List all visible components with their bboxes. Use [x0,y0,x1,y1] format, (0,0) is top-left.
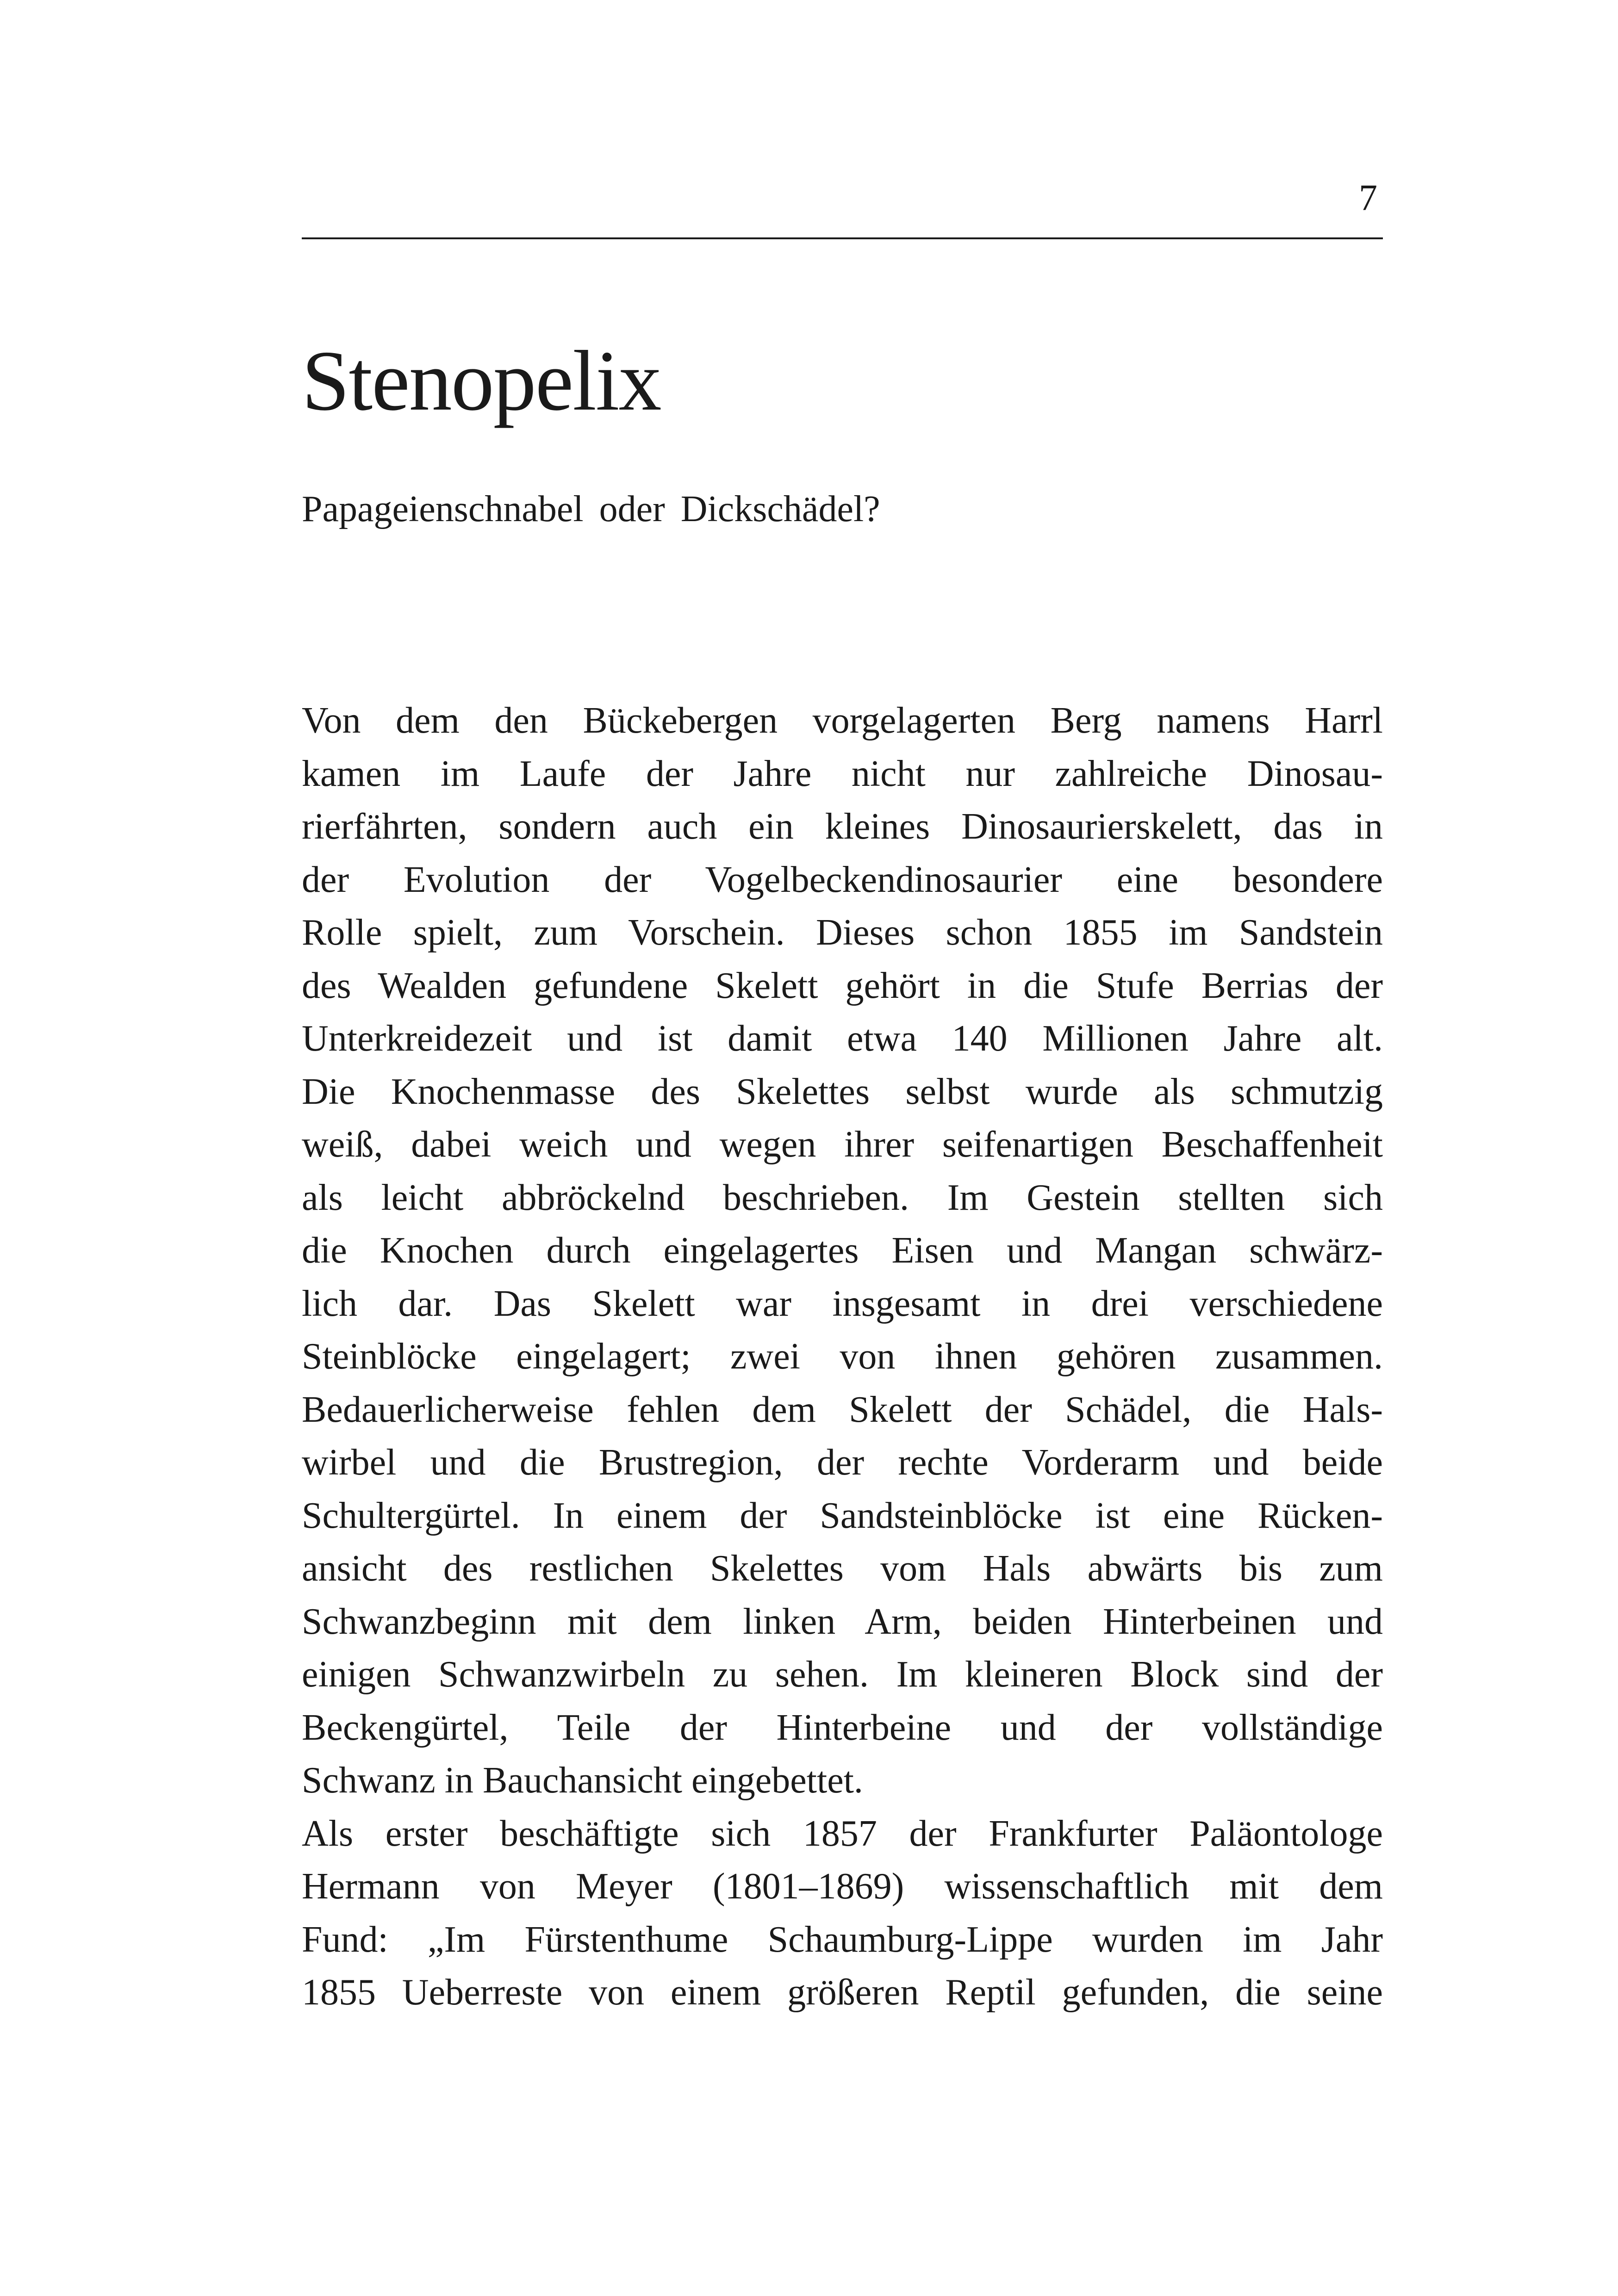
text-line: Schwanzbeginn mit dem linken Arm, beiden Hinterbeinen und [302,1601,1383,1642]
text-line: wirbel und die Brustregion, der rechte Vorderarm und beide [302,1442,1383,1483]
paragraph-1 [302,694,1383,1807]
text-line: des Wealden gefundene Skelett gehört in die Stufe Berrias der [302,965,1383,1006]
text-line: ansicht des restlichen Skelettes vom Hals abwärts bis zum [302,1548,1383,1589]
paragraph-2 [302,1807,1383,2019]
text-line: Unterkreidezeit und ist damit etwa 140 Millionen Jahre alt. [302,1018,1383,1059]
text-line: als leicht abbröckelnd beschrieben. Im Gestein stellten sich [302,1177,1383,1218]
header-rule [302,237,1383,239]
text-line: Als erster beschäftigte sich 1857 der Frankfurter Paläontologe [302,1813,1383,1854]
text-line: Schultergürtel. In einem der Sandsteinblöcke ist eine Rücken- [302,1495,1383,1536]
text-line: Von dem den Bückebergen vorgelagerten Berg namens Harrl [302,700,1383,741]
text-line: Die Knochenmasse des Skelettes selbst wurde als schmutzig [302,1071,1383,1112]
text-line: kamen im Laufe der Jahre nicht nur zahlreiche Dinosau- [302,753,1383,794]
text-line: 1855 Ueberreste von einem größeren Reptil gefunden, die seine [302,1972,1383,2013]
text-line: Fund: „Im Fürstenthume Schaumburg-Lippe wurden im Jahr [302,1919,1383,1960]
body-text [302,694,1383,2019]
text-line: der Evolution der Vogelbeckendinosaurier eine besondere [302,859,1383,900]
chapter-subtitle: Papageienschnabel oder Dickschädel? [302,489,880,529]
chapter-title: Stenopelix [302,333,661,429]
text-line: weiß, dabei weich und wegen ihrer seifenartigen Beschaffenheit [302,1124,1383,1165]
text-line: Beckengürtel, Teile der Hinterbeine und der vollständige [302,1707,1383,1748]
text-line: Steinblöcke eingelagert; zwei von ihnen gehören zusammen. [302,1336,1383,1377]
text-line: Bedauerlicherweise fehlen dem Skelett der Schädel, die Hals- [302,1389,1383,1430]
text-line: Rolle spielt, zum Vorschein. Dieses schon 1855 im Sandstein [302,912,1383,953]
page-number: 7 [1359,178,1377,218]
text-line: die Knochen durch eingelagertes Eisen und Mangan schwärz- [302,1230,1383,1271]
text-line: Hermann von Meyer (1801–1869) wissenschaftlich mit dem [302,1866,1383,1907]
text-line: rierfährten, sondern auch ein kleines Dinosaurierskelett, das in [302,806,1383,847]
text-line: lich dar. Das Skelett war insgesamt in drei verschiedene [302,1283,1383,1324]
text-line: einigen Schwanzwirbeln zu sehen. Im kleineren Block sind der [302,1654,1383,1695]
text-line: Schwanz in Bauchansicht eingebettet. [302,1760,863,1801]
